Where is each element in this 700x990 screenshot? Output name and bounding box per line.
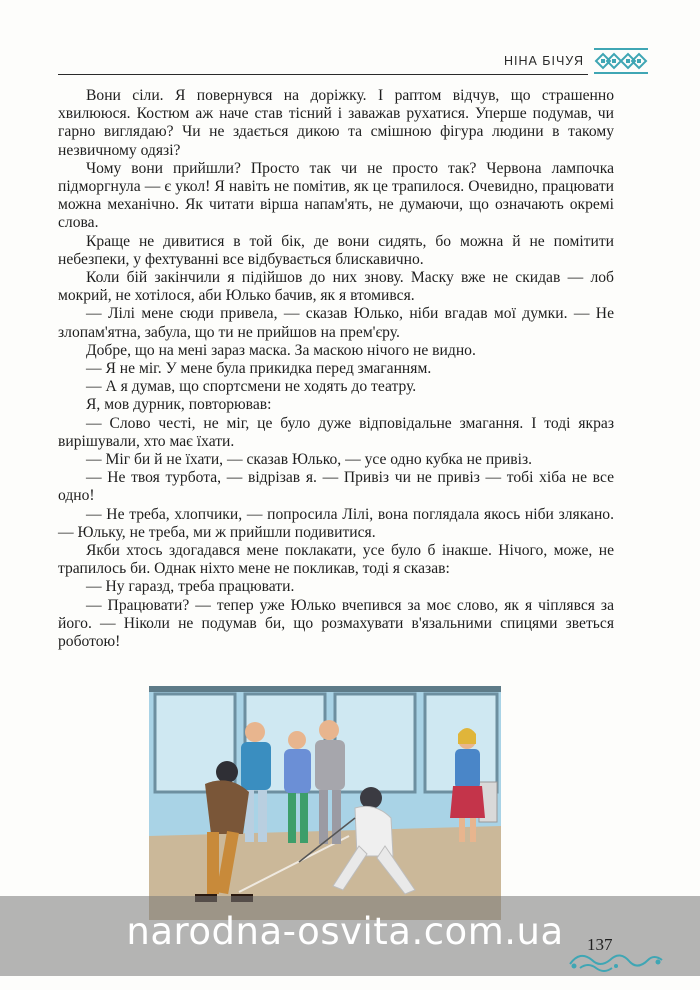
watermark-text: narodna-osvita.com.ua <box>126 910 564 953</box>
paragraph: Краще не дивитися в той бік, де вони сидять, бо можна й не помітити небезпеки, у фехтуванні все відбувається блискавично. <box>58 232 614 268</box>
paragraph: — Ну гаразд, треба працювати. <box>86 578 295 596</box>
header-rule <box>58 74 588 75</box>
paragraph: — Не твоя турбота, — відрізав я. — Привіз чи не привіз — тобі хіба не все одно! <box>58 469 614 505</box>
running-header-author: НІНА БІЧУЯ <box>503 54 584 68</box>
embroidery-ornament-icon <box>594 46 648 76</box>
paragraph: Добре, що на мені зараз маска. За маскою нічого не видно. <box>86 341 476 359</box>
paragraph: Чому вони прийшли? Просто так чи не просто так? Червона лампочка підморгнула — є укол! Я навіть не помітив, як це трапилося. Очевидно, працювати можна механічно. Як читати вірша напам'ять, не думаючи, що означають окремі слова. <box>58 159 614 232</box>
paragraph: Вони сіли. Я повернувся на доріжку. І раптом відчув, що страшенно хвилююся. Костюм аж наче став тісний і заважав рухатися. Уперше подумав, чи гарно виглядаю? Чи не здається дикою та смішною фігура людини в такому незвичному одязі? <box>58 87 614 159</box>
paragraph: — Лілі мене сюди привела, — сказав Юлько, ніби вгадав мої думки. — Не злопам'ятна, забула, що ти не прийшов на прем'єру. <box>58 305 614 341</box>
footer-swirl-ornament-icon <box>566 944 666 974</box>
paragraph: — Не треба, хлопчики, — попросила Лілі, вона поглядала якось ніби злякано. — Юльку, не треба, ми ж прийшли подивитися. <box>58 505 614 541</box>
paragraph: — Працювати? — тепер уже Юлько вчепився за моє слово, як я чіплявся за його. — Ніколи не подумав би, що розмахувати в'язальними спицями зветься роботою! <box>58 596 614 651</box>
paragraph: Я, мов дурник, повторював: <box>86 396 272 414</box>
story-text <box>58 87 614 651</box>
paragraph: Якби хтось здогадався мене поклакати, усе було б інакше. Нічого, може, не трапилось би. Однак ніхто мене не покликав, тоді я сказав: <box>58 542 614 578</box>
paragraph: — А я думав, що спортсмени не ходять до театру. <box>86 378 417 396</box>
paragraph: — Слово честі, не міг, це було дуже відповідальне змагання. І тоді якраз вирішували, хто має їхати. <box>58 414 614 450</box>
fencing-scene-illustration <box>149 686 501 920</box>
paragraph: — Міг би й не їхати, — сказав Юлько, — усе одно кубка не привіз. <box>86 451 533 469</box>
paragraph: Коли бій закінчили я підійшов до них знову. Маску вже не скидав — лоб мокрий, не хотілося, аби Юлько бачив, як я втомився. <box>58 269 614 305</box>
page-number: 137 <box>587 935 613 954</box>
paragraph: — Я не міг. У мене була прикидка перед змаганням. <box>86 360 432 378</box>
